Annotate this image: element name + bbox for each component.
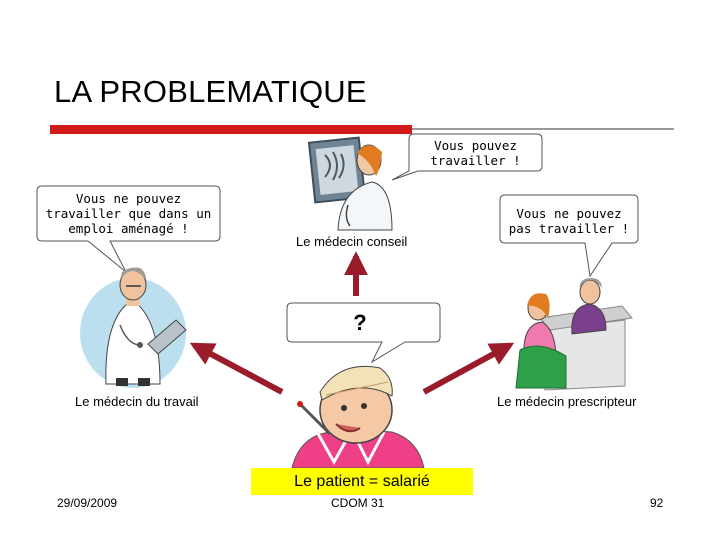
label-patient: Le patient = salarié (294, 473, 430, 490)
bubble-prescripteur-text (500, 206, 638, 236)
doctor-xray-icon (309, 136, 392, 232)
footer-center: CDOM 31 (331, 496, 385, 510)
question-mark: ? (353, 310, 367, 335)
footer-page-number: 92 (650, 496, 664, 510)
slide-title: LA PROBLEMATIQUE (54, 74, 367, 109)
label-medecin-prescripteur: Le médecin prescripteur (497, 394, 637, 409)
bubble-conseil-line1: Vous pouvez (434, 138, 517, 153)
bubble-travail-line1: Vous ne pouvez (75, 191, 182, 206)
bubble-conseil-text (409, 138, 542, 168)
occupational-doctor-icon (80, 268, 186, 389)
label-medecin-travail: Le médecin du travail (75, 394, 199, 409)
bubble-travail-text (37, 191, 220, 236)
sick-patient-icon (292, 366, 424, 468)
bubble-prescripteur-line1: Vous ne pouvez (516, 206, 622, 221)
label-medecin-conseil: Le médecin conseil (296, 234, 408, 249)
bubble-travail-line3: emploi aménagé ! (68, 221, 189, 236)
prescribing-doctor-icon (516, 278, 632, 390)
arrow-to-prescripteur (424, 345, 510, 392)
footer-date: 29/09/2009 (57, 496, 118, 510)
bubble-prescripteur-line2: pas travailler ! (508, 221, 630, 236)
bubble-travail-line2: travailler que dans un (45, 206, 212, 221)
bubble-conseil-line2: travailler ! (430, 153, 521, 168)
arrow-to-travail (194, 345, 282, 392)
